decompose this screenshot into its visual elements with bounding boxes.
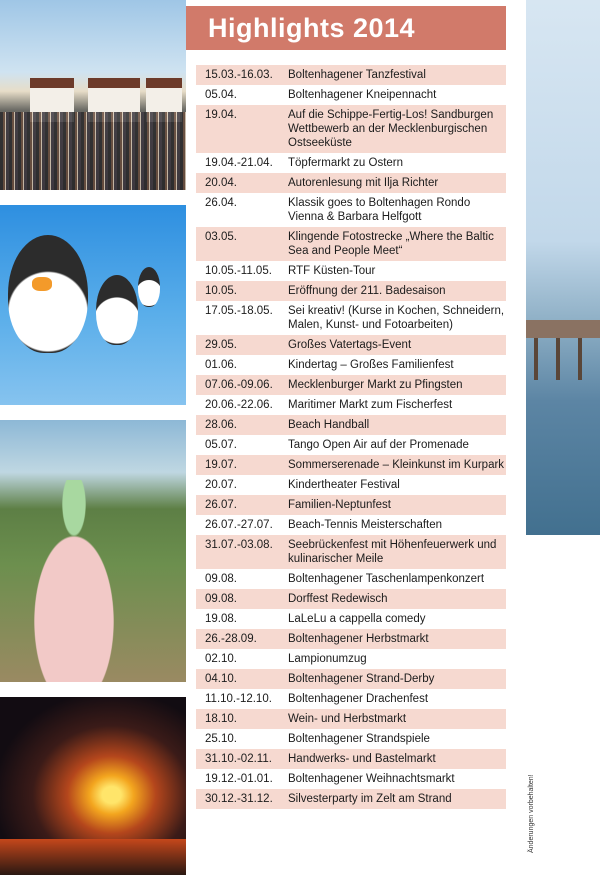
event-date: 11.10.-12.10. <box>205 693 272 705</box>
festival-crowd-photo <box>0 0 186 190</box>
event-date: 26.-28.09. <box>205 633 257 645</box>
event-date: 19.08. <box>205 613 237 625</box>
event-date: 04.10. <box>205 673 237 685</box>
event-date: 20.06.-22.06. <box>205 399 273 411</box>
event-date: 26.07. <box>205 499 237 511</box>
event-row <box>196 105 506 153</box>
event-row <box>196 515 506 535</box>
event-row <box>196 415 506 435</box>
event-title: Boltenhagener Taschenlampenkonzert <box>288 573 485 585</box>
event-row <box>196 495 506 515</box>
event-date: 09.08. <box>205 573 237 585</box>
title-banner <box>186 6 506 50</box>
event-row <box>196 729 506 749</box>
event-title: Boltenhagener Tanzfestival <box>288 69 426 81</box>
event-title: Boltenhagener Strandspiele <box>288 733 430 745</box>
event-date: 31.10.-02.11. <box>205 753 272 765</box>
event-date: 25.10. <box>205 733 237 745</box>
page-title: Highlights 2014 <box>208 13 416 43</box>
event-date: 10.05.-11.05. <box>205 265 272 277</box>
disclaimer-note: Änderungen vorbehalten! <box>528 774 535 853</box>
event-row <box>196 609 506 629</box>
event-date: 09.08. <box>205 593 237 605</box>
event-date: 01.06. <box>205 359 237 371</box>
event-title: Seebrückenfest mit Höhenfeuerwerk und kulinarischer Meile <box>288 539 497 565</box>
event-row <box>196 281 506 301</box>
event-date: 29.05. <box>205 339 237 351</box>
event-row <box>196 375 506 395</box>
event-title: LaLeLu a cappella comedy <box>288 613 426 625</box>
event-title: Großes Vatertags-Event <box>288 339 412 351</box>
event-row <box>196 435 506 455</box>
event-row <box>196 395 506 415</box>
event-title: Boltenhagener Weihnachtsmarkt <box>288 773 455 785</box>
event-date: 19.07. <box>205 459 237 471</box>
event-row <box>196 669 506 689</box>
event-title: Familien-Neptunfest <box>288 499 391 511</box>
pier-pile <box>534 338 538 380</box>
event-row <box>196 173 506 193</box>
event-row <box>196 335 506 355</box>
event-row <box>196 65 506 85</box>
event-date: 20.04. <box>205 177 237 189</box>
event-row <box>196 85 506 105</box>
event-date: 31.07.-03.08. <box>205 539 273 551</box>
event-title: Beach Handball <box>288 419 370 431</box>
event-date: 17.05.-18.05. <box>205 305 273 317</box>
event-title: Sei kreativ! (Kurse in Kochen, Schneidern, Malen, Kunst- und Fotoarbeiten) <box>288 305 505 331</box>
penguin-kite <box>138 267 160 307</box>
event-row <box>196 261 506 281</box>
event-title: Maritimer Markt zum Fischerfest <box>288 399 453 411</box>
event-row <box>196 749 506 769</box>
event-date: 19.04.-21.04. <box>205 157 273 169</box>
sea-shape <box>0 839 186 875</box>
event-title: Sommerserenade – Kleinkunst im Kurpark <box>288 459 505 471</box>
event-row <box>196 649 506 669</box>
crowd-shape <box>0 112 186 190</box>
performer-figure <box>20 480 140 682</box>
event-row <box>196 355 506 375</box>
event-row <box>196 475 506 495</box>
event-date: 15.03.-16.03. <box>205 69 273 81</box>
event-list <box>196 65 506 809</box>
pier-deck <box>526 320 600 338</box>
event-title: Boltenhagener Drachenfest <box>288 693 429 705</box>
event-title: Kindertheater Festival <box>288 479 400 491</box>
event-title: Mecklenburger Markt zu Pfingsten <box>288 379 463 391</box>
pier-photo <box>526 0 600 535</box>
event-row <box>196 455 506 475</box>
event-date: 05.04. <box>205 89 237 101</box>
event-row <box>196 193 506 227</box>
event-title: RTF Küsten-Tour <box>288 265 376 277</box>
event-date: 28.06. <box>205 419 237 431</box>
event-title: Töpfermarkt zu Ostern <box>288 157 404 169</box>
event-row <box>196 689 506 709</box>
pier-pile <box>578 338 582 380</box>
event-title: Handwerks- und Bastelmarkt <box>288 753 436 765</box>
event-date: 26.07.-27.07. <box>205 519 273 531</box>
penguin-kite <box>8 235 88 353</box>
pier-pile <box>556 338 560 380</box>
strip-footer <box>526 535 600 875</box>
penguin-kites-photo <box>0 205 186 405</box>
event-title: Eröffnung der 211. Badesaison <box>288 285 446 297</box>
event-title: Boltenhagener Strand-Derby <box>288 673 435 685</box>
event-title: Klingende Fotostrecke „Where the Baltic Sea and People Meet“ <box>288 231 494 257</box>
event-title: Wein- und Herbstmarkt <box>288 713 407 725</box>
event-title: Lampionumzug <box>288 653 367 665</box>
event-title: Beach-Tennis Meisterschaften <box>288 519 443 531</box>
event-date: 19.04. <box>205 109 237 121</box>
event-row <box>196 789 506 809</box>
painted-performer-photo <box>0 420 186 682</box>
event-row <box>196 301 506 335</box>
penguin-kite <box>96 275 138 345</box>
event-row <box>196 589 506 609</box>
event-title: Auf die Schippe-Fertig-Los! Sandburgen Wettbewerb an der Mecklenburgischen Ostseeküste <box>288 109 494 149</box>
event-title: Dorffest Redewisch <box>288 593 388 605</box>
event-date: 26.04. <box>205 197 237 209</box>
event-date: 03.05. <box>205 231 237 243</box>
event-row <box>196 629 506 649</box>
event-title: Klassik goes to Boltenhagen Rondo Vienna & Barbara Helfgott <box>288 197 471 223</box>
event-date: 05.07. <box>205 439 237 451</box>
event-title: Tango Open Air auf der Promenade <box>288 439 469 451</box>
event-date: 18.10. <box>205 713 237 725</box>
event-date: 30.12.-31.12. <box>205 793 273 805</box>
event-row <box>196 709 506 729</box>
event-row <box>196 769 506 789</box>
fireworks-photo <box>0 697 186 875</box>
penguin-beak <box>32 277 52 291</box>
event-date: 19.12.-01.01. <box>205 773 273 785</box>
event-title: Kindertag – Großes Familienfest <box>288 359 454 371</box>
event-title: Boltenhagener Herbstmarkt <box>288 633 429 645</box>
event-row <box>196 569 506 589</box>
event-date: 02.10. <box>205 653 237 665</box>
event-date: 07.06.-09.06. <box>205 379 273 391</box>
event-row <box>196 153 506 173</box>
event-date: 10.05. <box>205 285 237 297</box>
event-date: 20.07. <box>205 479 237 491</box>
event-row <box>196 227 506 261</box>
event-title: Autorenlesung mit Ilja Richter <box>288 177 439 189</box>
event-row <box>196 535 506 569</box>
event-title: Silvesterparty im Zelt am Strand <box>288 793 452 805</box>
event-title: Boltenhagener Kneipennacht <box>288 89 437 101</box>
